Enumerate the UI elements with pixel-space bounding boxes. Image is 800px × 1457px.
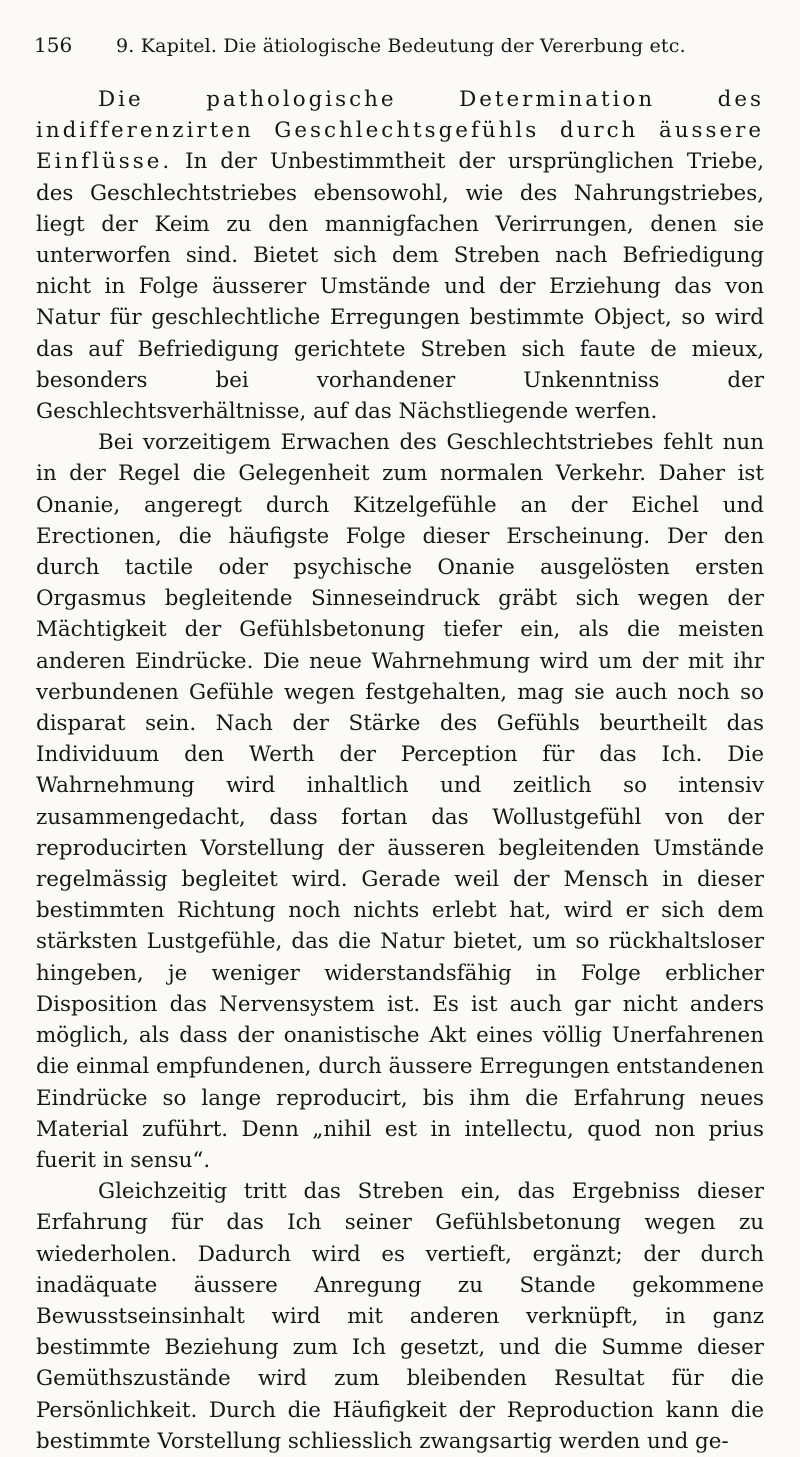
paragraph [36,427,764,1176]
paragraph-text: Gleichzeitig tritt das Streben ein, das Ergebniss dieser Erfahrung für das Ich seiner Gefühlsbetonung wegen zu wiederholen. Dadurch wird es vertieft, ergänzt; der durch inadäquate äussere Anregung zu Stande gekommene Bewusstseinsinhalt wird mit anderen verknüpft, in ganz bestimmte Beziehung zum Ich gesetzt, und die Summe dieser Gemüthszustände wird zum bleibenden Resultat für die Persönlichkeit. Durch die Häufigkeit der Reproduction kann die bestimmte Vorstellung schliesslich zwangsartig werden und ge- [36,1179,764,1454]
paragraph-lead: Die pathologische Determination des indifferenzirten Geschlechtsgefühls durch äussere Einflüsse. [36,87,764,175]
paragraph [36,84,764,427]
body-text [36,84,764,1457]
page-number: 156 [34,33,73,57]
running-head: 9. Kapitel. Die ätiologische Bedeutung der Vererbung etc. [116,35,686,57]
paragraph-text: In der Unbestimmtheit der ursprünglichen Triebe, des Geschlechtstriebes ebensowohl, wie des Nahrungstriebes, liegt der Keim zu den mannigfachen Verirrungen, denen sie unterworfen sind. Bietet sich dem Streben nach Befriedigung nicht in Folge äusserer Umstände und der Erziehung das von Natur für geschlechtliche Erregungen bestimmte Object, so wird das auf Befriedigung gerichtete Streben sich faute de mieux, besonders bei vorhandener Unkenntniss der Geschlechtsverhältnisse, auf das Nächstliegende werfen. [36,149,764,425]
paragraph [36,1176,764,1457]
page-header [34,30,760,61]
paragraph-text: Bei vorzeitigem Erwachen des Geschlechtstriebes fehlt nun in der Regel die Gelegenheit zum normalen Verkehr. Daher ist Onanie, angeregt durch Kitzelgefühle an der Eichel und Erectionen, die häufigste Folge dieser Erscheinung. Der den durch tactile oder psychische Onanie ausgelösten ersten Orgasmus begleitende Sinneseindruck gräbt sich wegen der Mächtigkeit der Gefühlsbetonung tiefer ein, als die meisten anderen Eindrücke. Die neue Wahrnehmung wird um der mit ihr verbundenen Gefühle wegen festgehalten, mag sie auch noch so disparat sein. Nach der Stärke des Gefühls beurtheilt das Individuum den Werth der Perception für das Ich. Die Wahrnehmung wird inhaltlich und zeitlich so intensiv zusammengedacht, dass fortan das Wollustgefühl von der reproducirten Vorstellung der äusseren begleitenden Umstände regelmässig begleitet wird. Gerade weil der Mensch in dieser bestimmten Richtung noch nichts erlebt hat, wird er sich dem stärksten Lustgefühle, das die Natur bietet, um so rückhaltsloser hingeben, je weniger widerstandsfähig in Folge erblicher Disposition das Nervensystem ist. Es ist auch gar nicht anders möglich, als dass der onanistische Akt eines völlig Unerfahrenen die einmal empfundenen, durch äussere Erregungen entstandenen Eindrücke so lange reproducirt, bis ihm die Erfahrung neues Material zuführt. Denn „nihil est in intellectu, quod non prius fuerit in sensu“. [36,430,764,1173]
